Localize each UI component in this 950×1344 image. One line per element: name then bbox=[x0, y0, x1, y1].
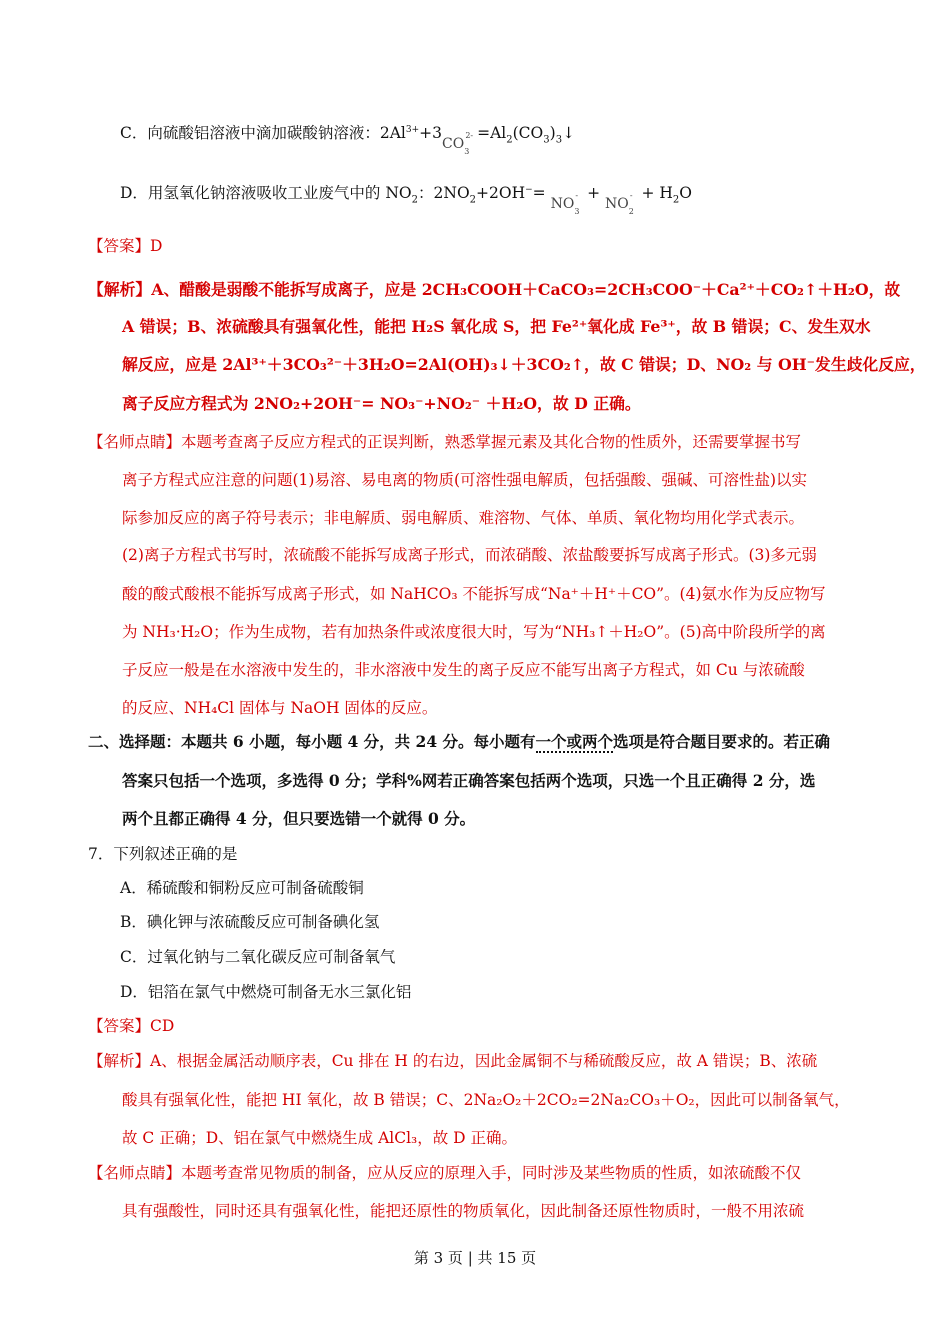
superscript: 2- bbox=[465, 131, 474, 141]
option-c bbox=[120, 120, 576, 157]
answer-1: 【答案】D bbox=[88, 237, 163, 255]
subscript: 2 bbox=[411, 194, 419, 206]
subscript: 2 bbox=[628, 207, 634, 217]
carbonate-ion bbox=[442, 131, 477, 157]
nitrate-ion bbox=[550, 191, 583, 217]
section-2-line: 两个且都正确得 4 分，但只要选错一个就得 0 分。 bbox=[122, 809, 476, 828]
question-7-option: C．过氧化钠与二氧化碳反应可制备氧气 bbox=[120, 948, 396, 966]
superscript: - bbox=[629, 191, 633, 201]
tips-1-line: 的反应、NH₄Cl 固体与 NaOH 固体的反应。 bbox=[122, 699, 438, 717]
analysis-1-line: 【解析】A、醋酸是弱酸不能拆写成离子，应是 2CH₃COOH＋CaCO₃=2CH₃COO⁻＋Ca²⁺＋CO₂↑＋H₂O，故 bbox=[88, 280, 901, 299]
analysis-1-line: A 错误；B、浓硫酸具有强氧化性，能把 H₂S 氧化成 S，把 Fe²⁺氧化成 Fe³⁺，故 B 错误；C、发生双水 bbox=[122, 317, 871, 336]
option-d-mid: ：2NO bbox=[418, 184, 470, 203]
tips-1-line: 子反应一般是在水溶液中发生的，非水溶液中发生的离子反应不能写出离子方程式，如 Cu 与浓硫酸 bbox=[122, 661, 805, 679]
analysis-2-line: 故 C 正确；D、铝在氯气中燃烧生成 AlCl₃，故 D 正确。 bbox=[122, 1129, 518, 1147]
option-d-text: D．用氢氧化钠溶液吸收工业废气中的 NO bbox=[120, 184, 412, 203]
plus-sign: + bbox=[587, 184, 601, 203]
tips-1-line: 离子方程式应注意的问题(1)易溶、易电离的物质(可溶性强电解质，包括强酸、强碱、可溶性盐)以实 bbox=[122, 471, 808, 489]
option-c-rest: ) bbox=[549, 124, 556, 143]
analysis-1-line: 解反应，应是 2Al³⁺＋3CO₃²⁻＋3H₂O=2Al(OH)₃↓＋3CO₂↑，故 C 错误；D、NO₂ 与 OH⁻发生歧化反应， bbox=[122, 355, 926, 374]
subscript: 3 bbox=[543, 134, 550, 146]
ion-symbol: CO bbox=[442, 136, 465, 153]
subscript: 2 bbox=[506, 134, 513, 146]
question-7-stem: 7．下列叙述正确的是 bbox=[88, 845, 238, 863]
ion-symbol: NO bbox=[605, 196, 629, 213]
answer-2: 【答案】CD bbox=[88, 1017, 175, 1035]
option-d-tail: O bbox=[679, 184, 692, 203]
emphasis-dotted bbox=[536, 732, 614, 753]
option-d-mid: +2OH bbox=[476, 184, 526, 203]
ion-symbol: NO bbox=[550, 196, 575, 213]
tips-1-line: 为 NH₃·H₂O；作为生成物，若有加热条件或浓度很大时，写为“NH₃↑＋H₂O”。(5)高中阶段所学的离 bbox=[122, 623, 826, 641]
option-d bbox=[120, 180, 692, 217]
option-c-text: C．向硫酸铝溶液中滴加碳酸钠溶液：2Al bbox=[120, 124, 406, 143]
tips-2-line: 【名师点睛】本题考查常见物质的制备，应从反应的原理入手，同时涉及某些物质的性质，如浓硫酸不仅 bbox=[88, 1164, 802, 1182]
equals-sign: = bbox=[532, 184, 546, 203]
subscript: 3 bbox=[574, 207, 580, 217]
subscript: 3 bbox=[555, 134, 563, 146]
analysis-2-line: 酸具有强氧化性，能把 HI 氧化，故 B 错误；C、2Na₂O₂＋2CO₂=2Na₂CO₃＋O₂，因此可以制备氧气， bbox=[122, 1091, 850, 1109]
tips-1-line: 际参加反应的离子符号表示；非电解质、弱电解质、难溶物、气体、单质、氧化物均用化学式表示。 bbox=[122, 509, 805, 527]
subscript: 3 bbox=[464, 147, 470, 157]
analysis-1-line: 离子反应方程式为 2NO₂+2OH⁻= NO₃⁻+NO₂⁻ ＋H₂O，故 D 正确。 bbox=[122, 394, 641, 413]
tips-1-line: 【名师点睛】本题考查离子反应方程式的正误判断，熟悉掌握元素及其化合物的性质外，还需要掌握书写 bbox=[88, 433, 802, 451]
section-2-heading bbox=[88, 732, 830, 752]
subscript: 2 bbox=[469, 194, 477, 206]
section-2-text: 选项是符合题目要求的。若正确 bbox=[613, 732, 831, 751]
emphasized-text: 一个或两个 bbox=[535, 732, 614, 751]
subscript: 2 bbox=[672, 194, 680, 206]
question-7-option: B．碘化钾与浓硫酸反应可制备碘化氢 bbox=[120, 913, 380, 931]
tips-1-line: (2)离子方程式书写时，浓硫酸不能拆写成离子形式，而浓硝酸、浓盐酸要拆写成离子形式。(3)多元弱 bbox=[122, 546, 817, 564]
question-7-option: A．稀硫酸和铜粉反应可制备硫酸铜 bbox=[120, 879, 364, 897]
option-c-rest: (CO bbox=[512, 124, 544, 143]
tips-2-line: 具有强酸性，同时还具有强氧化性，能把还原性的物质氧化，因此制备还原性物质时，一般不用浓硫 bbox=[122, 1202, 805, 1220]
option-c-mid: +3 bbox=[419, 124, 443, 143]
section-2-text: 二、选择题：本题共 6 小题，每小题 4 分，共 24 分。每小题有 bbox=[88, 732, 536, 751]
superscript: − bbox=[525, 185, 533, 195]
superscript: - bbox=[575, 191, 579, 201]
nitrite-ion bbox=[605, 191, 637, 217]
analysis-2-line: 【解析】A、根据金属活动顺序表，Cu 排在 H 的右边，因此金属铜不与稀硫酸反应，故 A 错误；B、浓硫 bbox=[88, 1052, 818, 1070]
section-2-line: 答案只包括一个选项，多选得 0 分；学科%网若正确答案包括两个选项，只选一个且正确得 2 分，选 bbox=[122, 771, 816, 790]
option-c-rest: =Al bbox=[477, 124, 507, 143]
option-d-tail: + H bbox=[641, 184, 673, 203]
superscript: 3+ bbox=[405, 125, 420, 135]
option-c-rest: ↓ bbox=[562, 124, 576, 143]
tips-1-line: 酸的酸式酸根不能拆写成离子形式，如 NaHCO₃ 不能拆写成“Na⁺＋H⁺＋CO”。(4)氨水作为反应物写 bbox=[122, 585, 826, 603]
page-footer: 第 3 页 | 共 15 页 bbox=[413, 1249, 537, 1267]
question-7-option: D．铝箔在氯气中燃烧可制备无水三氯化铝 bbox=[120, 983, 412, 1001]
